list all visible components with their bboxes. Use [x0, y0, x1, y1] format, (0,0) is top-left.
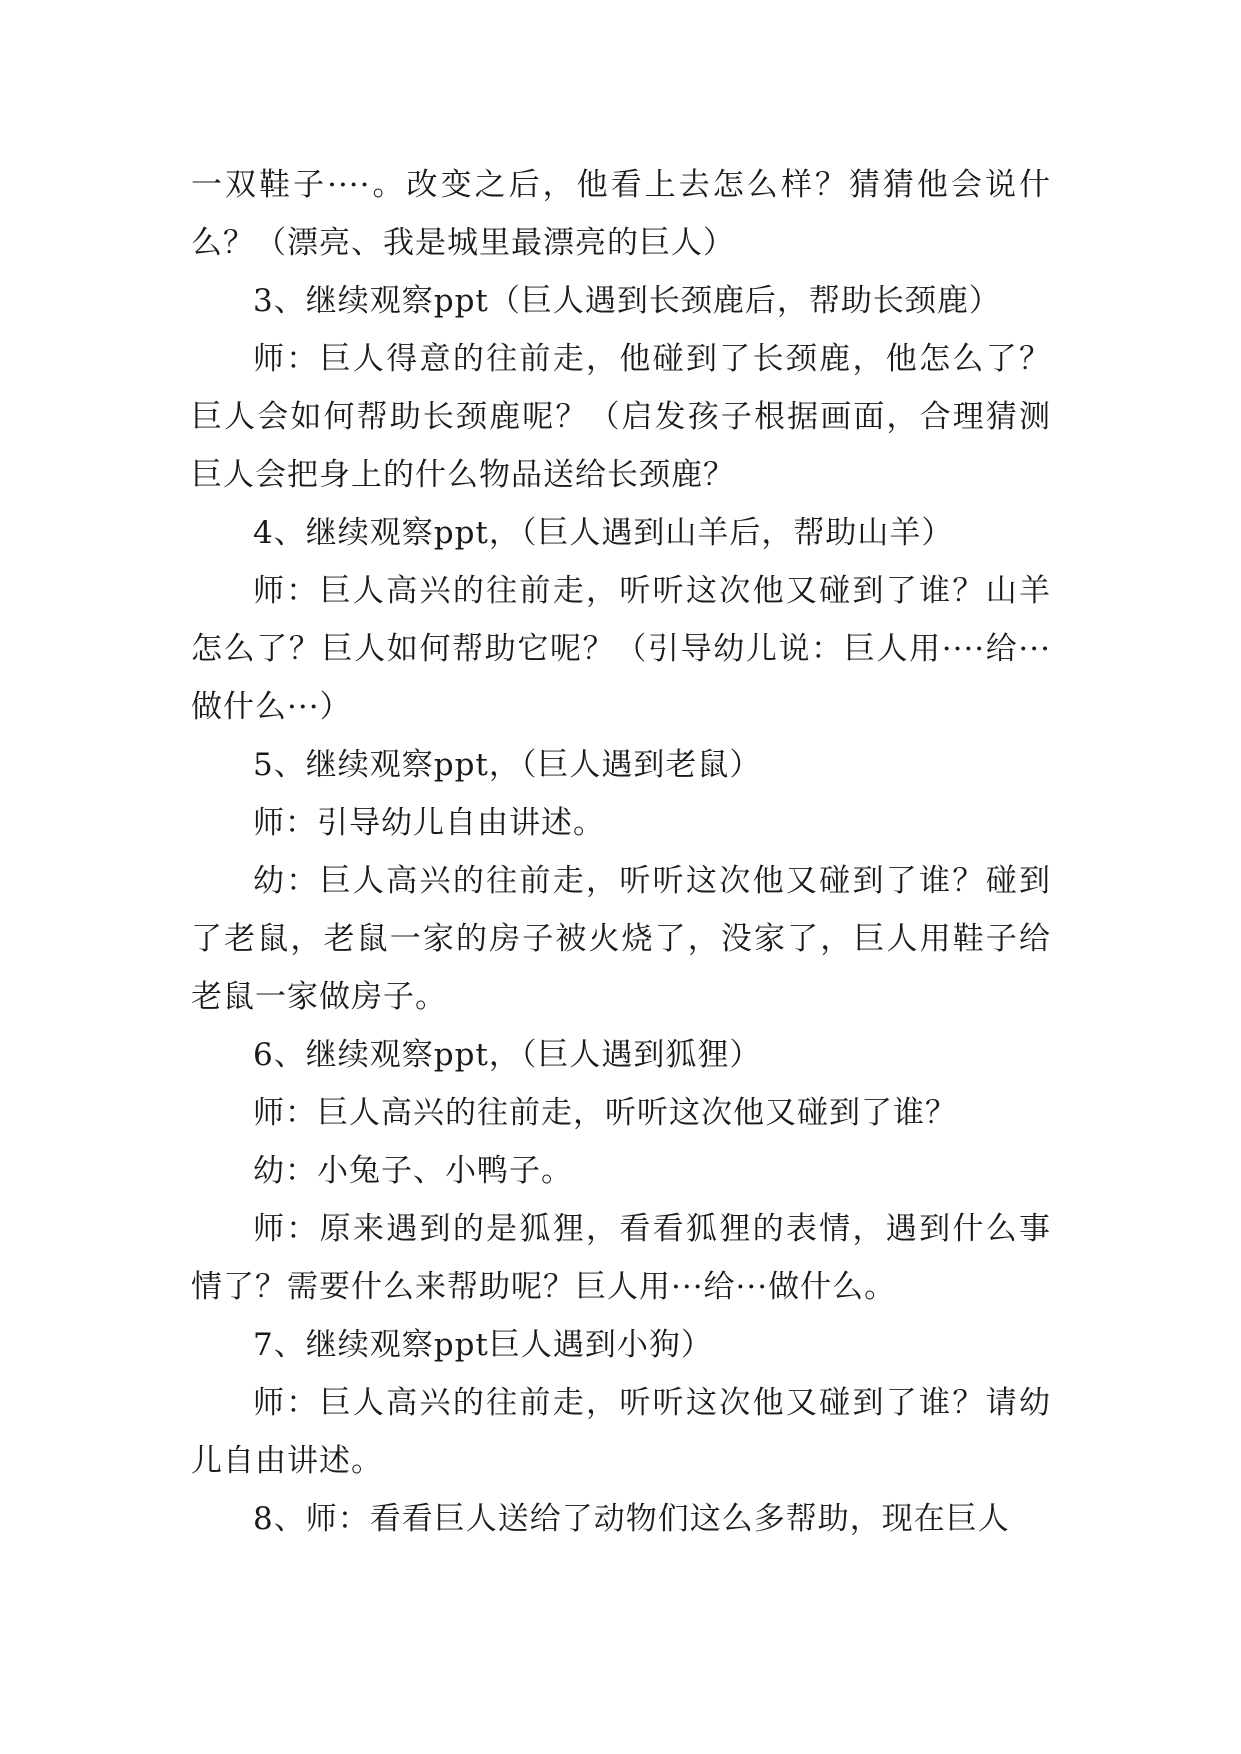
paragraph-6: 5、继续观察ppt，（巨人遇到老鼠）	[253, 747, 762, 783]
paragraph-10: 师：巨人高兴的往前走，听听这次他又碰到了谁？	[253, 1095, 957, 1131]
paragraph-5: 师：巨人高兴的往前走，听听这次他又碰到了谁？山羊怎么了？巨人如何帮助它呢？（引导幼儿说：巨人用····给···做什么···）	[191, 573, 1051, 725]
paragraph-7: 师：引导幼儿自由讲述。	[253, 805, 605, 841]
paragraph-9: 6、继续观察ppt，（巨人遇到狐狸）	[253, 1037, 762, 1073]
paragraph-3: 师：巨人得意的往前走，他碰到了长颈鹿，他怎么了？巨人会如何帮助长颈鹿呢？（启发孩子根据画面，合理猜测巨人会把身上的什么物品送给长颈鹿？	[191, 341, 1051, 493]
paragraph-14: 师：巨人高兴的往前走，听听这次他又碰到了谁？请幼儿自由讲述。	[191, 1385, 1051, 1479]
paragraph-15: 8、师：看看巨人送给了动物们这么多帮助，现在巨人	[253, 1501, 1010, 1537]
paragraph-12: 师：原来遇到的是狐狸，看看狐狸的表情，遇到什么事情了？需要什么来帮助呢？巨人用···给···做什么。	[191, 1211, 1051, 1305]
paragraph-13: 7、继续观察ppt巨人遇到小狗）	[253, 1327, 713, 1363]
paragraph-2: 3、继续观察ppt（巨人遇到长颈鹿后，帮助长颈鹿）	[253, 283, 1001, 319]
paragraph-8: 幼：巨人高兴的往前走，听听这次他又碰到了谁？碰到了老鼠，老鼠一家的房子被火烧了，没家了，巨人用鞋子给老鼠一家做房子。	[191, 863, 1051, 1015]
paragraph-11: 幼：小兔子、小鸭子。	[253, 1153, 573, 1189]
document-body	[191, 156, 1051, 1548]
paragraph-1: 一双鞋子····。改变之后，他看上去怎么样？猜猜他会说什么？（漂亮、我是城里最漂亮的巨人）	[191, 167, 1051, 261]
paragraph-4: 4、继续观察ppt，（巨人遇到山羊后，帮助山羊）	[253, 515, 954, 551]
